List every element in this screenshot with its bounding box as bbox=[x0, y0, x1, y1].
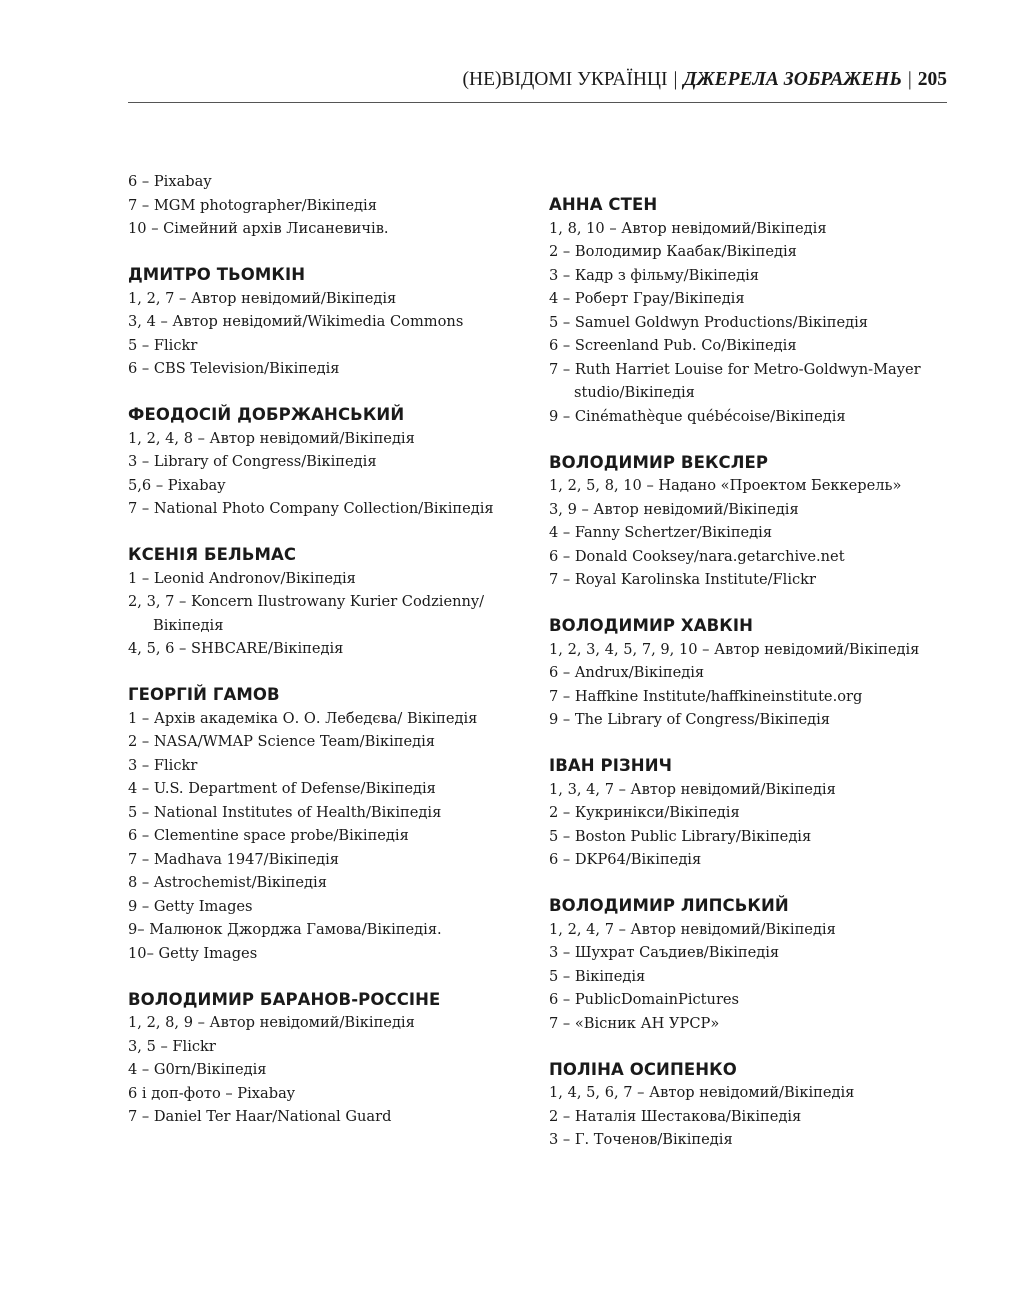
credit-section bbox=[128, 683, 523, 965]
credit-line: 10– Getty Images bbox=[128, 944, 258, 962]
credit-line: 5 – National Institutes of Health/Вікіпедія bbox=[128, 803, 442, 821]
header-separator: | bbox=[673, 69, 678, 90]
credit-line: 5,6 – Pixabay bbox=[128, 476, 226, 494]
credit-list bbox=[128, 1011, 523, 1129]
credit-list bbox=[549, 1081, 959, 1152]
credit-line: 6 – Donald Cooksey/nara.getarchive.net bbox=[549, 547, 845, 565]
credit-line: 4 – U.S. Department of Defense/Вікіпедія bbox=[128, 780, 436, 797]
credit-line: 9 – Cinémathèque québécoise/Вікіпедія bbox=[549, 407, 846, 425]
chapter-title: ДЖЕРЕЛА ЗОБРАЖЕНЬ bbox=[683, 69, 902, 90]
credit-line: 4 – G0rn/Вікіпедія bbox=[128, 1061, 267, 1078]
credit-line: 7 – «Вісник АН УРСР» bbox=[549, 1014, 720, 1032]
credit-list bbox=[128, 170, 523, 241]
section-heading: ФЕОДОСІЙ ДОБРЖАНСЬКИЙ bbox=[128, 405, 405, 424]
credit-line: 1, 8, 10 – Автор невідомий/Вікіпедія bbox=[549, 219, 827, 237]
credit-line: 2, 3, 7 – Koncern Ilustrowany Kurier Codzienny/ Вікіпедія bbox=[128, 593, 485, 634]
credit-line: 7 – MGM photographer/Вікіпедія bbox=[128, 196, 377, 214]
credit-line: 9 – Getty Images bbox=[128, 897, 253, 915]
credit-line: 7 – Royal Karolinska Institute/Flickr bbox=[549, 571, 816, 588]
credit-list bbox=[549, 474, 959, 592]
credit-line: 3, 9 – Автор невідомий/Вікіпедія bbox=[549, 500, 799, 518]
credit-line: 1, 2, 7 – Автор невідомий/Вікіпедія bbox=[128, 289, 397, 307]
credit-list bbox=[128, 287, 523, 381]
credit-list bbox=[549, 638, 959, 732]
credit-section bbox=[549, 193, 959, 428]
right-column bbox=[549, 193, 959, 1174]
credit-line: 6 і доп-фото – Pixabay bbox=[128, 1084, 296, 1102]
credit-line: 5 – Flickr bbox=[128, 336, 198, 354]
credit-line: 6 – Clementine space probe/Вікіпедія bbox=[128, 827, 409, 844]
credit-line: 3, 4 – Автор невідомий/Wikimedia Commons bbox=[128, 313, 464, 330]
credit-line: 1 – Leonid Andronov/Вікіпедія bbox=[128, 569, 356, 587]
credit-list bbox=[128, 707, 523, 966]
credit-section bbox=[128, 543, 523, 661]
credit-line: 5 – Вікіпедія bbox=[549, 967, 646, 985]
credit-line: 5 – Boston Public Library/Вікіпедія bbox=[549, 827, 812, 845]
credit-line: 7 – National Photo Company Collection/Вікіпедія bbox=[128, 500, 494, 517]
credit-line: 4 – Роберт Грау/Вікіпедія bbox=[549, 290, 745, 307]
credit-line: 3 – Library of Congress/Вікіпедія bbox=[128, 453, 377, 470]
credit-line: 7 – Daniel Ter Haar/National Guard bbox=[128, 1108, 392, 1125]
credit-line: 10 – Сімейний архів Лисаневичів. bbox=[128, 220, 389, 237]
credit-line: 1, 4, 5, 6, 7 – Автор невідомий/Вікіпедія bbox=[549, 1084, 855, 1101]
credit-line: 6 – Andrux/Вікіпедія bbox=[549, 664, 705, 681]
credit-line: 3 – Г. Точенов/Вікіпедія bbox=[549, 1131, 733, 1148]
credit-section bbox=[128, 263, 523, 381]
credit-line: 6 – Pixabay bbox=[128, 173, 212, 190]
section-heading: ВОЛОДИМИР ЛИПСЬКИЙ bbox=[549, 896, 789, 915]
credit-section bbox=[128, 988, 523, 1129]
credit-line: 9– Малюнок Джорджа Гамова/Вікіпедія. bbox=[128, 921, 442, 938]
credit-line: 5 – Samuel Goldwyn Productions/Вікіпедія bbox=[549, 313, 868, 331]
credit-section bbox=[549, 894, 959, 1035]
section-heading: ГЕОРГІЙ ГАМОВ bbox=[128, 685, 280, 704]
credit-line: 9 – The Library of Congress/Вікіпедія bbox=[549, 711, 830, 728]
left-column bbox=[128, 170, 523, 1151]
section-heading: ПОЛІНА ОСИПЕНКО bbox=[549, 1059, 737, 1079]
credit-list bbox=[549, 918, 959, 1036]
credit-line: 2 – Кукринікси/Вікіпедія bbox=[549, 804, 740, 821]
credit-line: 3 – Flickr bbox=[128, 756, 198, 774]
section-heading: АННА СТЕН bbox=[549, 195, 658, 214]
credit-line: 2 – Наталія Шестакова/Вікіпедія bbox=[549, 1107, 802, 1125]
credit-line: 7 – Ruth Harriet Louise for Metro-Goldwyn-Mayer studio/Вікіпедія bbox=[549, 360, 921, 401]
credit-line: 3 – Шухрат Саъдиев/Вікіпедія bbox=[549, 944, 780, 961]
credit-section bbox=[549, 754, 959, 872]
credit-line: 1, 2, 4, 8 – Автор невідомий/Вікіпедія bbox=[128, 429, 415, 447]
credit-line: 2 – NASA/WMAP Science Team/Вікіпедія bbox=[128, 733, 435, 750]
credit-line: 8 – Astrochemist/Вікіпедія bbox=[128, 874, 327, 891]
credit-line: 4, 5, 6 – SHBCARE/Вікіпедія bbox=[128, 640, 344, 657]
credit-line: 7 – Madhava 1947/Вікіпедія bbox=[128, 850, 339, 868]
credit-line: 1, 2, 4, 7 – Автор невідомий/Вікіпедія bbox=[549, 920, 836, 938]
credit-line: 3 – Кадр з фільму/Вікіпедія bbox=[549, 266, 759, 284]
credit-section bbox=[549, 614, 959, 732]
running-header bbox=[128, 66, 947, 103]
credit-line: 4 – Fanny Schertzer/Вікіпедія bbox=[549, 524, 773, 541]
header-separator: | bbox=[907, 69, 912, 90]
credit-line: 1, 2, 5, 8, 10 – Надано «Проектом Беккерель» bbox=[549, 477, 902, 494]
credit-section bbox=[128, 403, 523, 521]
credit-line: 6 – PublicDomainPictures bbox=[549, 991, 740, 1008]
section-heading: ІВАН РІЗНИЧ bbox=[549, 756, 673, 775]
credit-section bbox=[549, 1058, 959, 1152]
credit-line: 2 – Володимир Каабак/Вікіпедія bbox=[549, 243, 797, 260]
section-heading: ВОЛОДИМИР ВЕКСЛЕР bbox=[549, 452, 769, 472]
credit-list bbox=[128, 427, 523, 521]
section-heading: ВОЛОДИМИР БАРАНОВ-РОССІНЕ bbox=[128, 989, 441, 1009]
credit-line: 1, 2, 3, 4, 5, 7, 9, 10 – Автор невідомий/Вікіпедія bbox=[549, 640, 920, 658]
section-heading: ДМИТРО ТЬОМКІН bbox=[128, 265, 306, 284]
credit-list bbox=[128, 567, 523, 661]
credit-line: 6 – Screenland Pub. Co/Вікіпедія bbox=[549, 337, 797, 354]
page-number: 205 bbox=[917, 69, 947, 90]
credit-line: 1, 2, 8, 9 – Автор невідомий/Вікіпедія bbox=[128, 1014, 415, 1031]
credit-section bbox=[549, 451, 959, 592]
credit-line: 1 – Архів академіка О. О. Лебедєва/ Вікіпедія bbox=[128, 709, 478, 727]
section-heading: ВОЛОДИМИР ХАВКІН bbox=[549, 616, 754, 635]
credit-line: 1, 3, 4, 7 – Автор невідомий/Вікіпедія bbox=[549, 780, 836, 798]
section-heading: КСЕНІЯ БЕЛЬМАС bbox=[128, 545, 297, 564]
credit-section bbox=[128, 170, 523, 241]
credit-line: 6 – DKP64/Вікіпедія bbox=[549, 851, 702, 868]
book-title: (НЕ)ВІДОМІ УКРАЇНЦІ bbox=[462, 69, 668, 90]
credit-line: 7 – Haffkine Institute/haffkineinstitute.org bbox=[549, 687, 863, 705]
credit-line: 6 – CBS Television/Вікіпедія bbox=[128, 360, 340, 377]
credit-list bbox=[549, 778, 959, 872]
credit-list bbox=[549, 217, 959, 429]
credit-line: 3, 5 – Flickr bbox=[128, 1037, 216, 1055]
